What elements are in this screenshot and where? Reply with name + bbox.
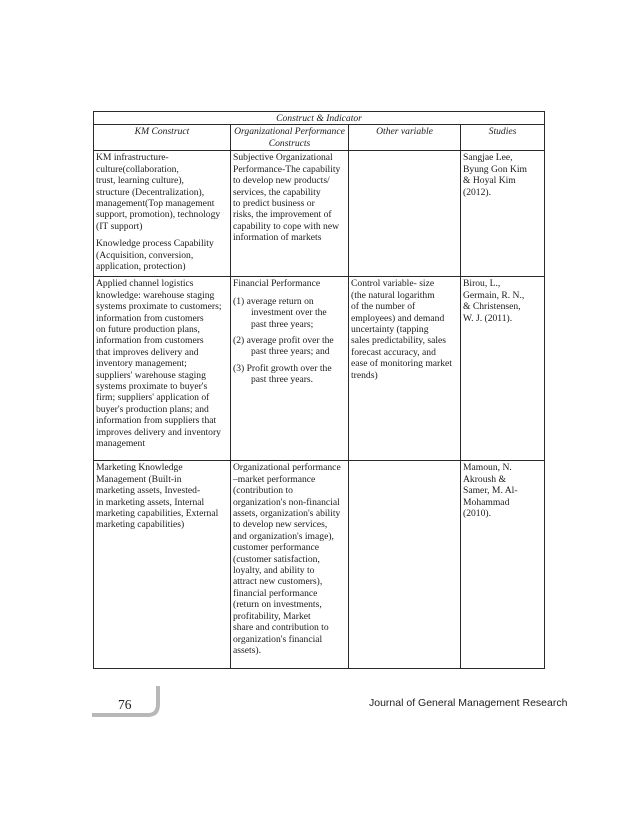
cell-line: (1) average return on [233, 295, 314, 307]
cell-line: (customer satisfaction, [233, 553, 320, 565]
km-construct-header: KM Construct [94, 125, 231, 151]
cell-line: systems proximate to customers; [96, 301, 222, 313]
cell-line: –market performance [233, 473, 316, 485]
list-item [233, 335, 346, 358]
org-performance-cell [231, 277, 349, 461]
table-column-header-row [94, 125, 545, 151]
cell-line: KM infrastructure- [96, 152, 169, 164]
cell-line: marketing assets, Invested- [96, 485, 201, 497]
other-variable-cell [349, 151, 461, 277]
cell-line: Akroush & [463, 473, 506, 485]
cell-line: attract new customers), [233, 576, 323, 588]
cell-line: employees) and demand [351, 312, 445, 324]
page-number: 76 [118, 697, 132, 712]
cell-line: organization's non-financial [233, 496, 340, 508]
cell-line: trends) [351, 369, 378, 381]
studies-cell [461, 461, 545, 669]
cell-line: (2) average profit over the [233, 335, 334, 347]
km-construct-cell [94, 277, 231, 461]
construct-indicator-header: Construct & Indicator [94, 112, 545, 125]
cell-line: firm; suppliers' application of [96, 392, 210, 404]
cell-line: marketing capabilities, External [96, 508, 219, 520]
cell-line: (return on investments, [233, 599, 322, 611]
cell-line: (contribution to [233, 485, 293, 497]
financial-measures-list [233, 296, 346, 386]
cell-line: & Christensen, [463, 301, 521, 313]
cell-line: (2010). [463, 508, 491, 520]
cell-line: trust, learning culture), [96, 175, 184, 187]
cell-line: uncertainty (tapping [351, 324, 429, 336]
journal-title: Journal of General Management Research [369, 697, 568, 709]
cell-line: information from suppliers that [96, 415, 217, 427]
cell-line: past three years; and [251, 346, 330, 358]
cell-line: to develop new products/ [233, 175, 330, 187]
list-item [233, 363, 346, 386]
cell-line: Knowledge process Capability [96, 238, 214, 250]
table-top-header-row [94, 112, 545, 125]
cell-line: & Hoyal Kim [463, 175, 516, 187]
cell-line: (IT support) [96, 220, 143, 232]
table-row [94, 461, 545, 669]
cell-line: W. J. (2011). [463, 312, 513, 324]
studies-cell [461, 277, 545, 461]
cell-line: and organization's image), [233, 530, 334, 542]
cell-line: (Acquisition, conversion, [96, 249, 194, 261]
cell-line: inventory management; [96, 358, 187, 370]
cell-line: application, protection) [96, 261, 186, 273]
org-performance-header [231, 125, 349, 151]
cell-line: Germain, R. N., [463, 289, 525, 301]
cell-line: Control variable- size [351, 278, 435, 290]
cell-line: Management (Built-in [96, 473, 182, 485]
cell-line: of the number of [351, 301, 416, 313]
cell-line: management(Top management [96, 198, 215, 210]
table-row [94, 151, 545, 277]
km-construct-cell [94, 151, 231, 277]
cell-line: to predict business or [233, 198, 315, 210]
other-variable-cell [349, 461, 461, 669]
other-variable-cell [349, 277, 461, 461]
cell-line: Financial Performance [233, 278, 321, 290]
org-performance-cell [231, 461, 349, 669]
cell-line: on future production plans, [96, 324, 200, 336]
list-item [233, 296, 346, 330]
cell-line: management [96, 438, 146, 450]
cell-line: financial performance [233, 587, 318, 599]
studies-cell [461, 151, 545, 277]
cell-line: suppliers' warehouse staging [96, 369, 206, 381]
header-line: Organizational Performance [234, 126, 345, 138]
cell-line: culture(collaboration, [96, 163, 179, 175]
cell-line: risks, the improvement of [233, 209, 332, 221]
cell-line: to develop new services, [233, 519, 328, 531]
cell-line: Samer, M. Al- [463, 485, 518, 497]
studies-header: Studies [461, 125, 545, 151]
cell-line: systems proximate to buyer's [96, 381, 208, 393]
table-row [94, 277, 545, 461]
cell-line: customer performance [233, 542, 320, 554]
cell-line: Marketing Knowledge [96, 462, 183, 474]
literature-table [93, 111, 545, 669]
km-construct-cell [94, 461, 231, 669]
cell-line: Mohammad [463, 496, 510, 508]
cell-line: Subjective Organizational [233, 152, 333, 164]
cell-line: organization's financial [233, 633, 323, 645]
cell-line: assets). [233, 644, 261, 656]
cell-line: structure (Decentralization), [96, 186, 205, 198]
cell-line: buyer's production plans; and [96, 403, 209, 415]
cell-line: (the natural logarithm [351, 289, 435, 301]
cell-line: support, promotion), technology [96, 209, 221, 221]
cell-line: past three years. [251, 374, 314, 386]
cell-line: Sangjae Lee, [463, 152, 513, 164]
cell-line: Byung Gon Kim [463, 163, 527, 175]
cell-line: Performance-The capability [233, 163, 341, 175]
cell-line: profitability, Market [233, 610, 311, 622]
cell-line: ease of monitoring market [351, 358, 452, 370]
cell-line: information of markets [233, 232, 322, 244]
cell-line: Applied channel logistics [96, 278, 194, 290]
cell-line: assets, organization's ability [233, 508, 341, 520]
cell-line: in marketing assets, Internal [96, 496, 205, 508]
cell-line: past three years; [251, 318, 314, 330]
cell-line: capability to cope with new [233, 220, 340, 232]
cell-line: share and contribution to [233, 622, 329, 634]
cell-line: loyalty, and ability to [233, 565, 315, 577]
cell-line: improves delivery and inventory [96, 426, 221, 438]
cell-line: information from customers [96, 335, 204, 347]
other-variable-header: Other variable [349, 125, 461, 151]
cell-line: (2012). [463, 186, 491, 198]
cell-line: information from customers [96, 312, 204, 324]
cell-line: Organizational performance [233, 462, 341, 474]
cell-line: services, the capability [233, 186, 321, 198]
cell-line: investment over the [251, 307, 327, 319]
cell-line: Birou, L., [463, 278, 501, 290]
cell-line: Mamoun, N. [463, 462, 512, 474]
cell-line: (3) Profit growth over the [233, 362, 332, 374]
org-performance-cell [231, 151, 349, 277]
cell-line: that improves delivery and [96, 346, 199, 358]
header-line: Constructs [268, 137, 311, 149]
cell-line: sales predictability, sales [351, 335, 447, 347]
cell-line: knowledge: warehouse staging [96, 289, 215, 301]
cell-line: marketing capabilities) [96, 519, 185, 531]
cell-line: forecast accuracy, and [351, 346, 436, 358]
